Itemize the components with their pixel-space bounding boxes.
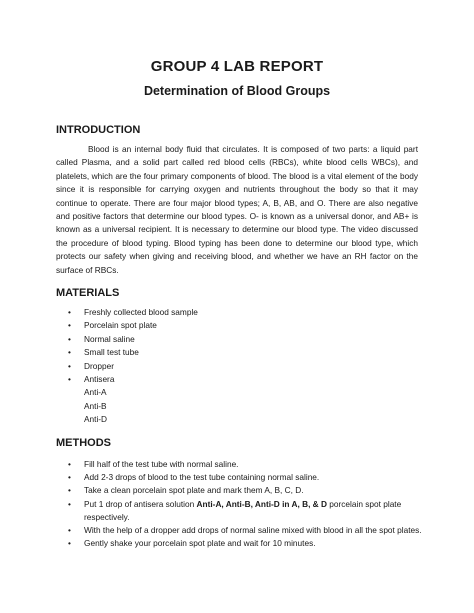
report-subtitle: Determination of Blood Groups bbox=[143, 84, 331, 98]
method-bold-text: Anti-A, Anti-B, Anti-D in A, B, & D bbox=[196, 498, 327, 509]
materials-list bbox=[56, 306, 426, 427]
report-title: GROUP 4 LAB REPORT bbox=[150, 58, 324, 75]
list-item: • Freshly collected blood sample bbox=[56, 306, 426, 319]
list-item-sub: Anti-D bbox=[84, 414, 108, 425]
introduction-heading: INTRODUCTION bbox=[56, 124, 141, 136]
list-item: • Gently shake your porcelain spot plate and wait for 10 minutes. bbox=[56, 537, 426, 550]
list-item: • Antisera bbox=[56, 373, 426, 386]
list-item bbox=[56, 498, 426, 524]
list-item-sub: Anti-B bbox=[84, 400, 107, 411]
method-text: porcelain spot plate respectively. bbox=[84, 498, 402, 522]
list-item: • Fill half of the test tube with normal saline. bbox=[56, 458, 426, 471]
methods-list bbox=[56, 458, 426, 550]
list-item: • Porcelain spot plate bbox=[56, 319, 426, 332]
list-item: • Take a clean porcelain spot plate and mark them A, B, C, D. bbox=[56, 484, 426, 497]
list-item: • Small test tube bbox=[56, 346, 426, 359]
introduction-paragraph: Blood is an internal body fluid that circulates. It is composed of two parts: a liquid part called Plasma, and a solid part called red blood cells (RBCs), white blood cells WBCs), and platelets, which are the four primary components of blood. The blood is a vital element of the body since it is responsible for carrying oxygen and nutrients throughout the body so that it may continue to operate. There are four major blood types; A, B, AB, and O. There are also negative and positive factors that determine our blood types. O- is known as a universal donor, and AB+ is known as a universal recipient. It is necessary to determine our blood type. The video discussed the procedure of blood typing. Blood typing has been done to determine our blood type, which protects our safety when giving and receiving blood, and whether we have an RH factor on the surface of RBCs. bbox=[56, 144, 418, 275]
list-item: • Add 2-3 drops of blood to the test tube containing normal saline. bbox=[56, 471, 426, 484]
method-text: Put 1 drop of antisera solution bbox=[84, 498, 197, 509]
list-item: • With the help of a dropper add drops of normal saline mixed with blood in all the spot plates. bbox=[56, 524, 426, 537]
list-item: • Dropper bbox=[56, 360, 426, 373]
materials-heading: MATERIALS bbox=[56, 287, 120, 299]
list-item: • Normal saline bbox=[56, 333, 426, 346]
list-item-sub: Anti-A bbox=[84, 387, 107, 398]
methods-heading: METHODS bbox=[56, 437, 111, 449]
